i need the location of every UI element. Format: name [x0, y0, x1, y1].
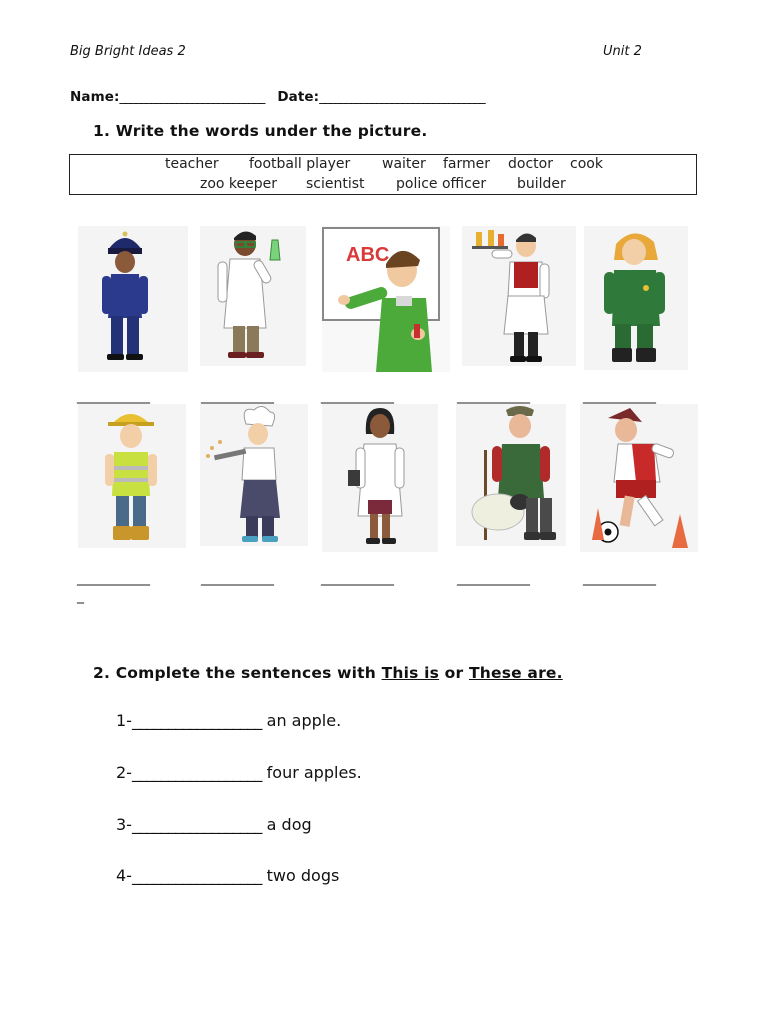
sentence-suffix: an apple. — [261, 711, 342, 730]
sentence-1 — [116, 711, 341, 730]
sentence-suffix: a dog — [261, 815, 312, 834]
name-date-row — [70, 89, 484, 105]
answer-line-8[interactable]: _____________ — [321, 570, 393, 586]
answer-line-2[interactable]: _____________ — [201, 388, 273, 404]
sentence-blank[interactable]: __________________ — [131, 711, 262, 730]
waiter-picture — [462, 226, 576, 366]
word-bank — [69, 154, 697, 195]
sentence-blank[interactable]: __________________ — [131, 763, 262, 782]
exercise2-number: 2. — [93, 664, 111, 682]
or-word: or — [439, 664, 469, 682]
farmer-picture — [456, 404, 566, 546]
sentence-prefix: 2- — [116, 763, 132, 782]
sentence-suffix: two dogs — [261, 866, 340, 885]
sentence-blank[interactable]: __________________ — [131, 815, 262, 834]
sentence-suffix: four apples. — [261, 763, 362, 782]
sentence-2 — [116, 763, 362, 782]
answer-line-7[interactable]: _____________ — [201, 570, 273, 586]
exercise2-title: Complete the sentences with — [115, 664, 382, 682]
book-title: Big Bright Ideas 2 — [70, 44, 186, 59]
name-field[interactable]: ____________________________ — [119, 89, 264, 105]
answer-line-6[interactable]: _____________ — [77, 570, 149, 586]
football-player-picture — [580, 404, 698, 552]
word-builder: builder — [517, 176, 566, 192]
sentence-4 — [116, 866, 339, 885]
zoo-keeper-picture — [584, 226, 688, 370]
police-officer-picture — [78, 226, 188, 372]
answer-line-1[interactable]: _____________ — [77, 388, 149, 404]
sentence-blank[interactable]: __________________ — [131, 866, 262, 885]
option-this-is: This is — [381, 664, 440, 682]
exercise1-heading — [93, 122, 427, 140]
name-label: Name: — [70, 89, 120, 105]
exercise1-number: 1. — [93, 122, 111, 140]
answer-line-4[interactable]: _____________ — [457, 388, 529, 404]
word-cook: cook — [570, 156, 603, 172]
doctor-picture — [322, 404, 438, 552]
word-zoo-keeper: zoo keeper — [200, 176, 278, 192]
answer-line-5[interactable]: _____________ — [583, 388, 655, 404]
sentence-prefix: 1- — [116, 711, 132, 730]
option-these-are: These are. — [468, 664, 563, 682]
answer-line-10[interactable]: _____________ — [583, 570, 655, 586]
word-police-officer: police officer — [396, 176, 487, 192]
exercise1-title: Write the words under the picture. — [115, 122, 428, 140]
builder-picture — [78, 404, 186, 548]
date-field[interactable]: ________________________________ — [319, 89, 484, 105]
board-text: ABC — [346, 244, 390, 266]
word-scientist: scientist — [306, 176, 365, 192]
unit-label: Unit 2 — [603, 44, 642, 59]
word-farmer: farmer — [443, 156, 491, 172]
word-teacher: teacher — [165, 156, 219, 172]
teacher-picture — [322, 226, 450, 372]
date-label: Date: — [277, 89, 320, 105]
stray-mark: _ — [77, 588, 83, 604]
sentence-prefix: 4- — [116, 866, 132, 885]
answer-line-3[interactable]: _____________ — [321, 388, 393, 404]
scientist-picture — [200, 226, 306, 366]
answer-line-9[interactable]: _____________ — [457, 570, 529, 586]
cook-picture — [200, 404, 308, 546]
word-doctor: doctor — [508, 156, 553, 172]
word-waiter: waiter — [382, 156, 426, 172]
sentence-3 — [116, 815, 312, 834]
word-football-player: football player — [249, 156, 351, 172]
exercise2-heading — [93, 664, 563, 682]
sentence-prefix: 3- — [116, 815, 132, 834]
